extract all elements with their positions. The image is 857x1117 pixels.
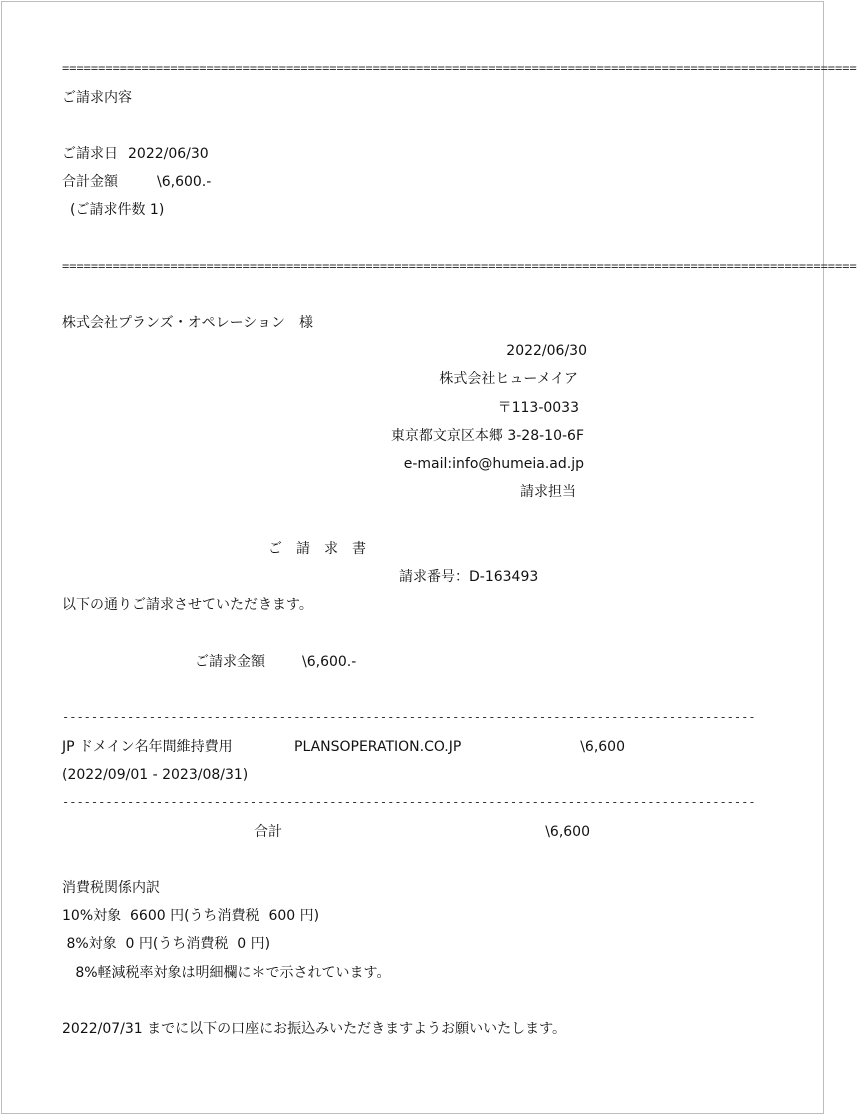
summary-total-label: 合計金額 xyxy=(62,174,118,190)
line-item-description: JP ドメイン名年間維持費用 xyxy=(62,739,233,755)
billing-amount: \6,600.- xyxy=(302,654,357,670)
summary-count-note: (ご請求件数 1) xyxy=(70,202,165,218)
invoice-number: 請求番号：D-163493 xyxy=(399,569,539,585)
line-item-domain: PLANSOPERATION.CO.JP xyxy=(294,739,462,755)
total-label: 合計 xyxy=(254,824,282,840)
summary-date-label: ご請求日 xyxy=(62,146,118,162)
line-item-period: (2022/09/01 - 2023/08/31) xyxy=(62,767,249,783)
intro-text: 以下の通りご請求させていただきます。 xyxy=(62,597,313,613)
addressee: 株式会社プランズ・オペレーション 様 xyxy=(62,315,314,331)
issuer-date: 2022/06/30 xyxy=(506,343,587,359)
summary-date: 2022/06/30 xyxy=(128,146,209,162)
tax-line-10: 10%対象 6600 円(うち消費税 600 円) xyxy=(62,908,320,924)
issuer-company: 株式会社ヒューメイア xyxy=(439,371,578,387)
item-rule-top: ------------------------------------------------------------------------------------------------ xyxy=(62,710,756,724)
tax-reduced-note: 8%軽減税率対象は明細欄に＊で示されています。 xyxy=(62,965,391,981)
issuer-address: 東京都文京区本郷 3-28-10-6F xyxy=(390,428,584,444)
summary-total: \6,600.- xyxy=(157,174,212,190)
payment-note: 2022/07/31 までに以下の口座にお振込みいただきますようお願いいたします。 xyxy=(62,1021,567,1037)
header-rule-bottom: ============================================================================================================== xyxy=(62,259,857,273)
billing-amount-label: ご請求金額 xyxy=(195,654,265,670)
document-title: ご 請 求 書 xyxy=(268,541,366,557)
tax-line-8: 8%対象 0 円(うち消費税 0 円) xyxy=(62,936,271,952)
item-rule-bottom: ------------------------------------------------------------------------------------------------ xyxy=(62,795,756,809)
line-item-amount: \6,600 xyxy=(580,739,625,755)
issuer-email: e-mail:info@humeia.ad.jp xyxy=(403,456,584,472)
issuer-postal: 〒113-0033 xyxy=(497,400,579,416)
total-amount: \6,600 xyxy=(545,824,590,840)
tax-title: 消費税関係内訳 xyxy=(62,880,160,896)
summary-title: ご請求内容 xyxy=(62,90,132,106)
header-rule-top: ============================================================================================================== xyxy=(62,61,857,75)
issuer-contact: 請求担当 xyxy=(520,484,576,500)
